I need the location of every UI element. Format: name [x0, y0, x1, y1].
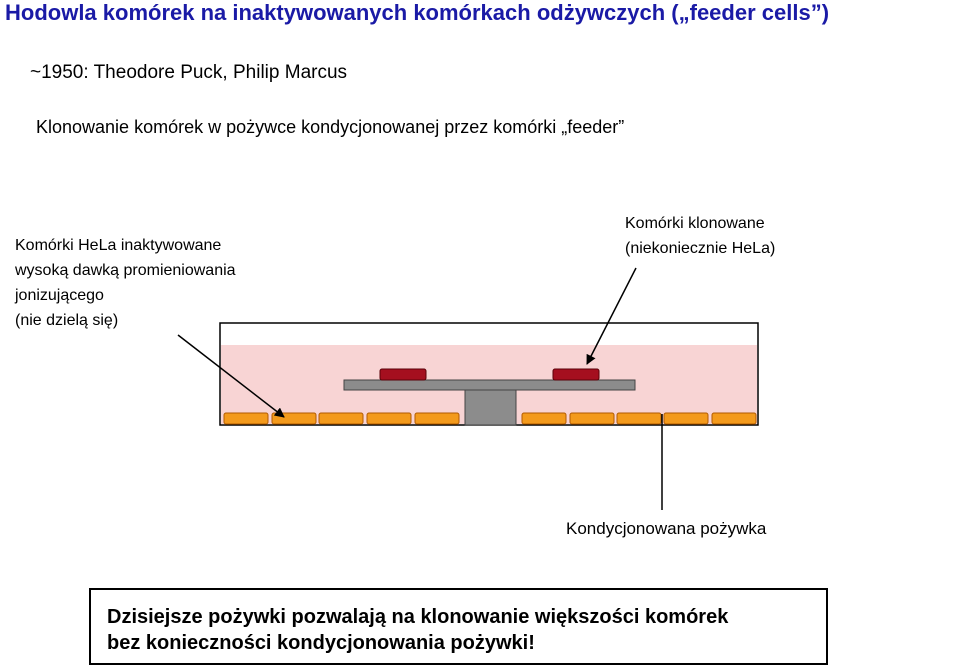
- feeder-cell: [272, 413, 316, 424]
- page-title: Hodowla komórek na inaktywowanych komórkach odżywczych („feeder cells”): [5, 0, 830, 25]
- description-line: Klonowanie komórek w pożywce kondycjonowanej przez komórki „feeder”: [36, 117, 625, 137]
- feeder-cells-label-line: (nie dzielą się): [15, 312, 119, 329]
- feeder-cells-label-line: Komórki HeLa inaktywowane: [15, 237, 222, 254]
- feeder-cell: [415, 413, 459, 424]
- cloned-cells-label-line: Komórki klonowane: [625, 215, 765, 232]
- feeder-cell: [367, 413, 411, 424]
- summary-line: bez konieczności kondycjonowania pożywki!: [107, 632, 535, 654]
- medium-label: Kondycjonowana pożywka: [566, 519, 767, 538]
- platform-shelf: [344, 380, 635, 390]
- feeder-cell: [664, 413, 708, 424]
- feeder-cells-label-line: wysoką dawką promieniowania: [15, 262, 236, 279]
- feeder-cell: [712, 413, 756, 424]
- history-line: ~1950: Theodore Puck, Philip Marcus: [30, 62, 348, 83]
- feeder-cell: [570, 413, 614, 424]
- feeder-cell: [224, 413, 268, 424]
- cloned-cell: [553, 369, 599, 380]
- summary-line: Dzisiejsze pożywki pozwalają na klonowanie większości komórek: [107, 606, 729, 628]
- cloned-cell: [380, 369, 426, 380]
- feeder-cell: [522, 413, 566, 424]
- platform-stand: [465, 390, 516, 425]
- feeder-cells-label-line: jonizującego: [15, 287, 104, 304]
- feeder-cell: [617, 413, 661, 424]
- summary-box: [89, 588, 828, 665]
- cloned-cells-label-line: (niekoniecznie HeLa): [625, 240, 776, 257]
- feeder-cell: [319, 413, 363, 424]
